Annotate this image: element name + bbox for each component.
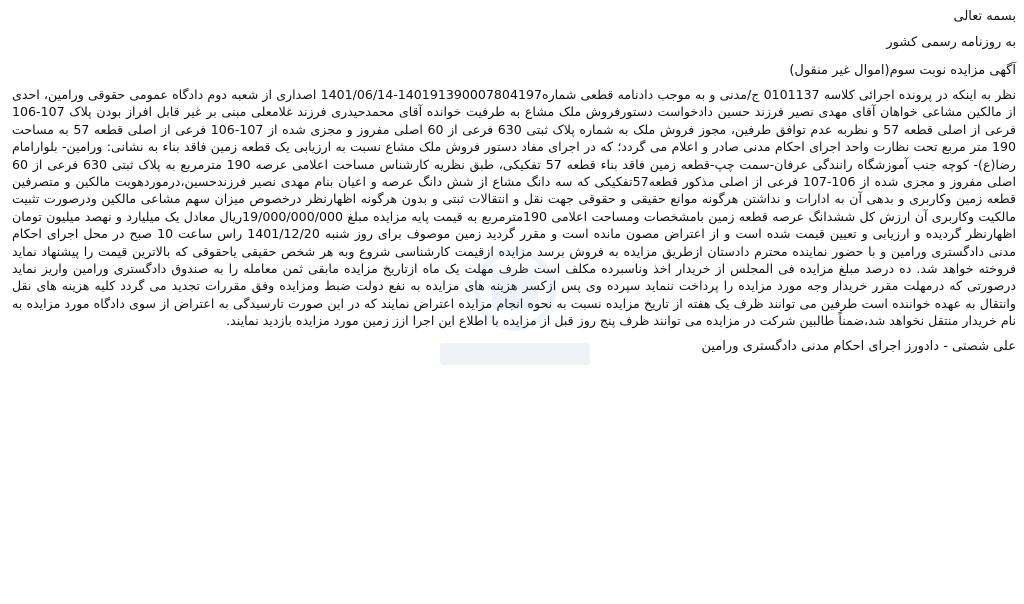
recipient-line: به روزنامه رسمی کشور xyxy=(886,35,1016,50)
signature-line: علی شصتی - دادورز اجرای احکام مدنی دادگستری ورامین xyxy=(701,338,1016,354)
notice-document xyxy=(12,6,1016,598)
greeting: بسمه تعالی xyxy=(953,9,1016,24)
notice-title: آگهی مزایده نوبت سوم(اموال غیر منقول) xyxy=(789,63,1016,78)
notice-body: نظر به اینکه در پرونده اجرائی کلاسه 0101137 ج/مدنی و به موجب دادنامه قطعی شماره140191390007804197-1401/06/14 اصداری از شعبه دوم دادگاه عمومی حقوقی ورامین، احدی از مالکین مشاعی خواهان آقای مهدی نصیر فرزند حسین دادخواست دستورفروش ملک مشاع به طرفیت خوانده آقای محمدحیدری فرزند غلامعلی مبنی بر غیر قابل افراز بودن پلاک 107-106 فرعی از اصلی قطعه 57 و نظربه عدم توافق طرفین، مجوز فروش ملک به شماره پلاک ثبتی 630 فرعی از 60 اصلی مفروز و مجزی شده از 107-106 فرعی از اصلی قطعه 57 به مساحت 190 متر مربع تحت نظارت واحد اجرای احکام مدنی صادر و اعلام می گردد؛ که در اجرای مفاد دستور فروش ملک مشاع نسبت به ارزیابی یک قطعه زمین فاقد بناء به نشانی: ورامین- بلوارامام رضا(ع)- کوچه جنب آموزشگاه رانندگی عرفان-سمت چپ-قطعه زمین فاقد بناء قطعه 57 تفکیکی، طبق نظریه کارشناس مساحت اعلامی عرصه 190 مترمربع به پلاک ثبتی 630 فرعی از 60 اصلی مفروز و مجزی شده از 106-107 فرعی از اصلی مذکور قطعه57تفکیکی که سه دانگ مشاع از شش دانگ عرصه و اعیان بنام مهدی نصیر فرزندحسین،درموردهویت مالکین و متصرفین قطعه زمین وکاربری و بدهی آن به ادارات و نداشتن هرگونه موانع حقیقی و حقوقی جهت نقل و انتقالات ثبتی و بدون هرگونه اظهارنظر درخصوص میزان سهم مشاعی مالکین ودرصورت تثبیت مالکیت وکاربری آن ارزش کل ششدانگ عرصه قطعه زمین بامشخصات ومساحت اعلامی 190مترمربع به قیمت پایه مزایده مبلغ 19/000/000/000ریال معادل یک میلیارد و نهصد میلیون تومان اظهارنظر گردیده و ارزیابی و تعیین قیمت شده است و از اعتراض مصون مانده است و مقرر گردید زمین موصوف برای روز شنبه 1401/12/20 راس ساعت 10 صبح در محل اجرای احکام مدنی دادگستری ورامین و با حضور نماینده محترم دادستان ازطریق مزایده به فروش برسد مزایده ازقیمت کارشناسی شروع وبه هر شخص حقیقی یاحقوقی که بالاترین قیمت را پیشنهاد نماید فروخته خواهد شد. ده درصد مبلغ مزایده فی المجلس از خریدار اخذ وناسبرده مکلف است ظرف مهلت یک ماه ازتاریخ مزایده مابقی ثمن معامله را به صندوق دادگستری ورامین واریز نماید درصورتی که درمهلت مقرر خریدار وجه مورد مزایده را پرداخت ننماید سپرده وی پس ازکسر هزینه های مزایده به نفع دولت ضبط ومزایده وفق مقررات تجدید می گردد کلیه هزینه های نقل وانتقال به عهده خواننده است طرفین می توانند ظرف یک هفته از تاریخ مزایده نسبت به نحوه انجام مزایده اعتراض نمایند که در این صورت تارسیدگی به اعتراض از سوی دادگاه مورد مزایده به نام خریدار منتقل نخواهد شد،ضمناً طالبین شرکت در مزایده می توانند ظرف پنج روز قبل از مزایده با اطلاع این اجرا ازز زمین مورد مزایده بازدید نمایند. xyxy=(12,87,1017,329)
